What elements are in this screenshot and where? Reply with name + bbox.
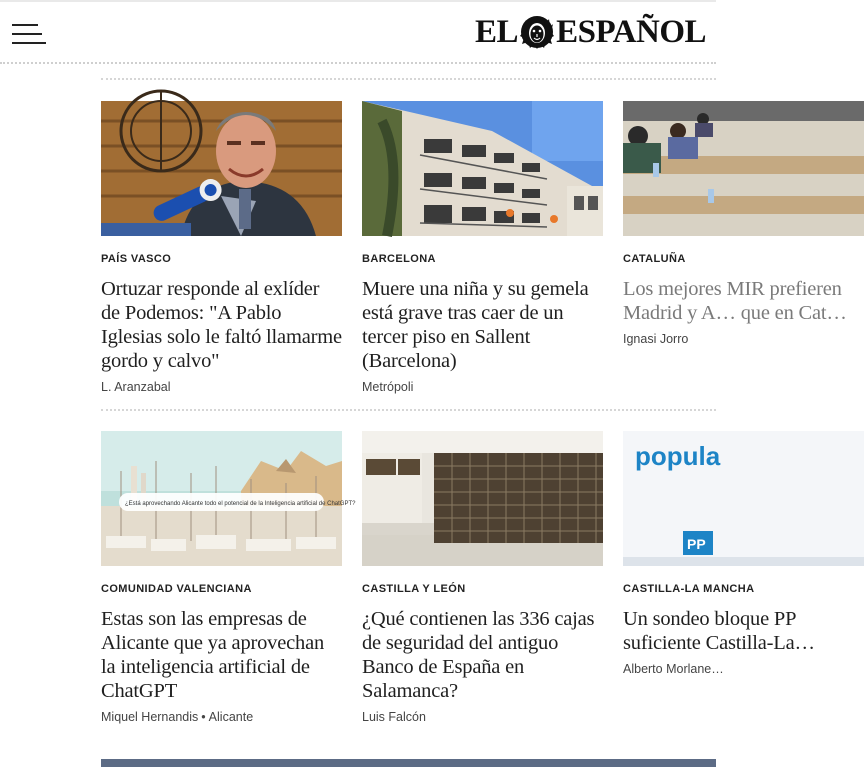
article-card (101, 101, 342, 394)
article-section[interactable]: COMUNIDAD VALENCIANA (101, 583, 252, 595)
article-location[interactable]: Alicante (208, 710, 254, 724)
header-divider (0, 62, 716, 64)
article-card (362, 431, 603, 724)
photo-exam-room (623, 101, 864, 236)
article-image-ortuzar[interactable] (101, 101, 342, 236)
article-section[interactable]: CASTILLA Y LEÓN (362, 583, 466, 595)
article-headline[interactable]: Ortuzar responde al exlíder de Podemos: "A Pablo Iglesias solo le faltó llamarme gordo y calvo" (101, 278, 342, 372)
lion-head-icon (519, 14, 555, 50)
row-divider (101, 409, 716, 411)
article-image-sallent[interactable] (362, 101, 603, 236)
article-headline[interactable]: ¿Qué contienen las 336 cajas de seguridad del antiguo Banco de España en Salamanca? (362, 608, 595, 702)
article-section[interactable]: CATALUÑA (623, 253, 686, 265)
article-image-alicante[interactable] (101, 431, 356, 566)
article-image-pp[interactable] (623, 431, 864, 566)
article-author[interactable]: Ignasi Jorro (623, 332, 689, 346)
article-author[interactable]: Metrópoli (362, 380, 414, 394)
photo-man-microphone (101, 101, 342, 236)
article-author[interactable]: Luis Falcón (362, 710, 426, 724)
article-headline[interactable]: Estas son las empresas de Alicante que ya aprovechan la inteligencia artificial de ChatGPT (101, 608, 325, 702)
photo-safe-deposit-boxes (362, 431, 603, 566)
article-headline[interactable]: Un sondeo bloque PP suficiente Castilla-La… (623, 608, 815, 654)
author-separator: • (201, 710, 206, 724)
article-image-mir[interactable] (623, 101, 864, 236)
site-header (0, 2, 716, 62)
article-section[interactable]: BARCELONA (362, 253, 436, 265)
article-author (101, 710, 342, 724)
article-author[interactable]: Alberto Morlane… (623, 662, 724, 676)
article-author-name[interactable]: Miquel Hernandis (101, 710, 199, 724)
photo-apartment-building (362, 101, 603, 236)
pp-logo-text: PP (687, 536, 706, 552)
photo-pp-press-event (623, 431, 864, 566)
article-section[interactable]: PAÍS VASCO (101, 253, 172, 265)
hamburger-menu-icon[interactable] (12, 22, 48, 48)
logo-text-espanol: ESPAÑOL (556, 13, 706, 50)
photo-alicante-harbour (101, 431, 356, 566)
pp-sign-text: popula (635, 441, 721, 471)
article-card (101, 431, 356, 724)
image-caption-text: ¿Está aprovechando Alicante todo el potencial de la Inteligencia artificial de ChatGPT? (125, 501, 356, 507)
article-headline[interactable]: Los mejores MIR prefieren Madrid y A… que en Cat… (623, 278, 847, 324)
site-logo[interactable] (475, 12, 706, 52)
row-divider (101, 78, 716, 80)
logo-text-el: EL (475, 13, 519, 50)
article-card (362, 101, 603, 394)
article-headline[interactable]: Muere una niña y su gemela está grave tras caer de un tercer piso en Sallent (Barcelona) (362, 278, 589, 372)
article-author[interactable]: L. Aranzabal (101, 380, 171, 394)
article-image-cajas[interactable] (362, 431, 603, 566)
bottom-banner-strip (101, 759, 716, 767)
article-card (623, 101, 864, 346)
article-card (623, 431, 864, 676)
article-section[interactable]: CASTILLA-LA MANCHA (623, 583, 755, 595)
